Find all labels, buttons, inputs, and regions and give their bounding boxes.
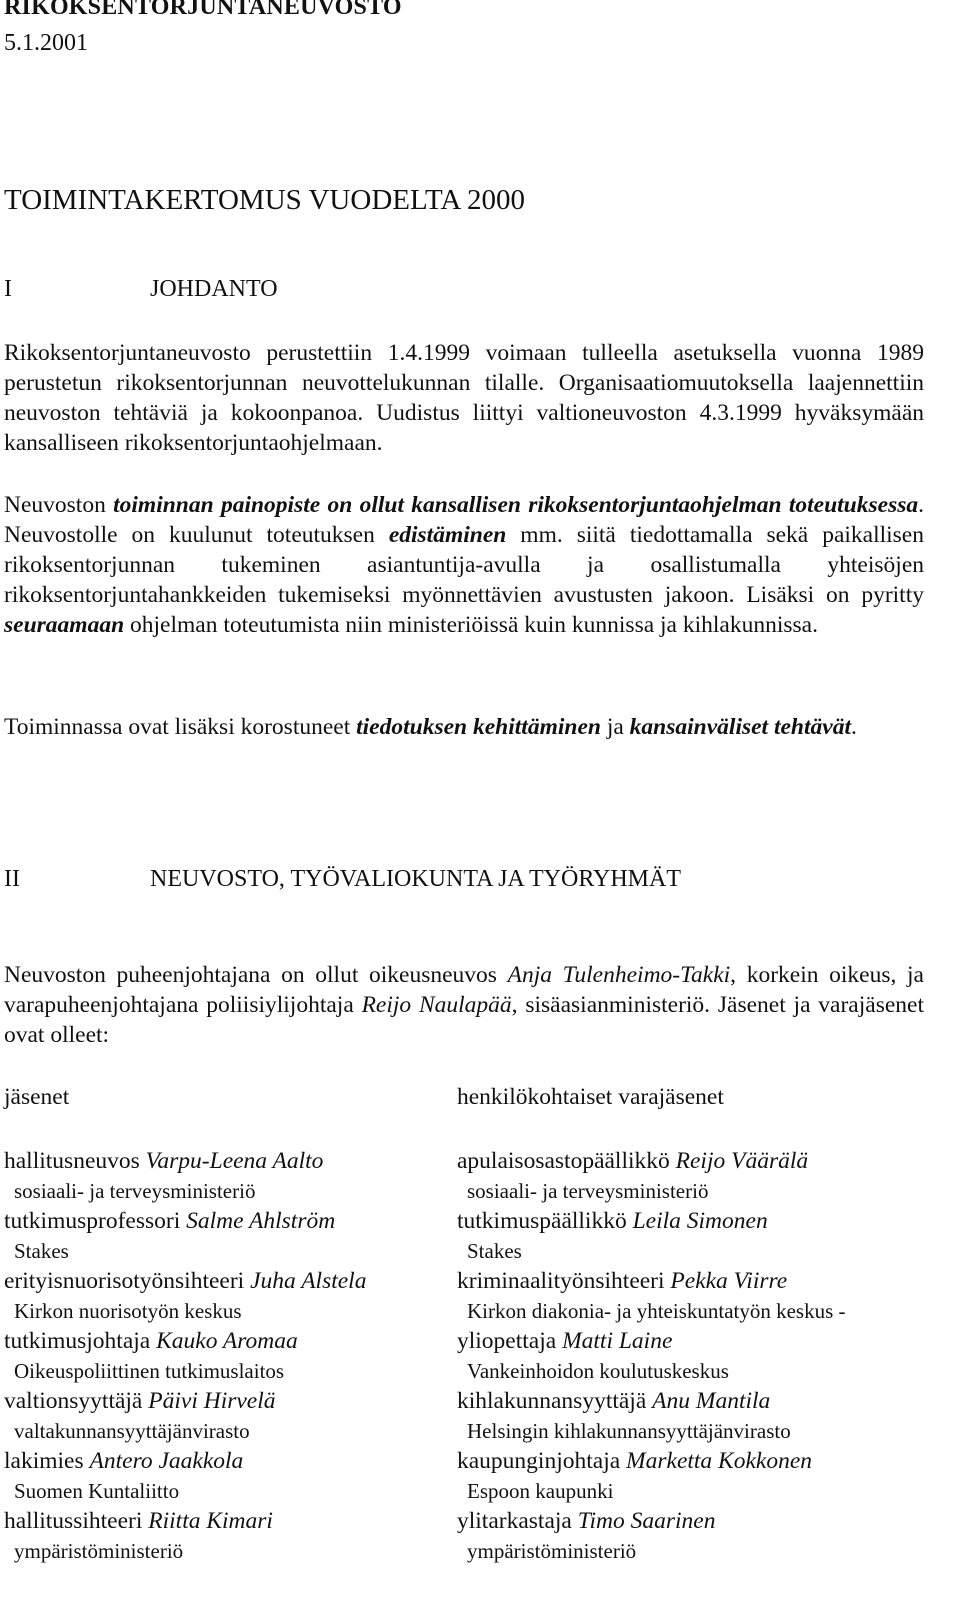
person-organization: Helsingin kihlakunnansyyttäjänvirasto (467, 1419, 791, 1443)
person-name: Timo Saarinen (577, 1508, 716, 1534)
person-title: tutkimuspäällikkö (457, 1208, 633, 1234)
person-role (457, 1505, 952, 1537)
person-title: apulaisosastopäällikkö (457, 1148, 676, 1174)
person-name: Matti Laine (562, 1328, 673, 1354)
person-name: Riitta Kimari (148, 1508, 273, 1534)
person-role (457, 1205, 952, 1237)
member-entry (4, 1445, 444, 1505)
paragraph-focus (4, 490, 924, 640)
text-run: ohjelman toteutumista niin ministeriöissä kuin kunnissa ja kihlakunnissa. (124, 612, 818, 638)
text-run: . Neuvostolle on kuulunut toteutuksen (4, 492, 924, 548)
emphasis-text: toiminnan painopiste on ollut kansallisen rikoksentorjuntaohjelman toteutuksessa (113, 492, 919, 518)
deputy-entry (457, 1385, 952, 1445)
deputy-entry (457, 1325, 952, 1385)
person-name: Anja Tulenheimo-Takki (507, 962, 731, 988)
paragraph-activities (4, 712, 924, 742)
deputy-entry (457, 1205, 952, 1265)
person-title: kihlakunnansyyttäjä (457, 1388, 653, 1414)
person-title: yliopettaja (457, 1328, 563, 1354)
member-entry (4, 1265, 444, 1325)
section-number: I (4, 276, 12, 302)
person-name: Antero Jaakkola (89, 1448, 244, 1474)
person-role (457, 1325, 952, 1357)
person-organization: Stakes (467, 1239, 522, 1263)
emphasis-text: kansainväliset tehtävät (629, 714, 851, 740)
person-organization: ympäristöministeriö (14, 1539, 184, 1563)
person-name: Varpu-Leena Aalto (145, 1148, 324, 1174)
section-title: JOHDANTO (150, 276, 278, 302)
organization-name: RIKOKSENTORJUNTANEUVOSTO (4, 0, 402, 20)
text-run: Neuvoston puheenjohtajana on ollut oikeusneuvos (4, 962, 508, 988)
deputies-list (457, 1145, 952, 1565)
person-name: Reijo Väärälä (675, 1148, 809, 1174)
person-organization: valtakunnansyyttäjänvirasto (14, 1419, 250, 1443)
person-role (4, 1265, 444, 1297)
paragraph-intro: Rikoksentorjuntaneuvosto perustettiin 1.4.1999 voimaan tulleella asetuksella vuonna 1989 perustetun rikoksentorjunnan neuvottelukunnan tilalle. Organisaatiomuutoksella laajennettiin neuvoston tehtäviä ja kokoonpanoa. Uudistus liittyi valtioneuvoston 4.3.1999 hyväksymään kansalliseen rikoksentorjuntaohjelmaan. (4, 340, 924, 456)
person-name: Marketta Kokkonen (626, 1448, 813, 1474)
text-run: mm. siitä tiedottamalla sekä paikallisen rikoksentorjunnan tukeminen asiantuntija-avulla ja osallistumalla yhteisöjen rikoksentorjuntahankkeiden tukemiseksi myönnettävien avustusten jakoon. Lisäksi on pyritty (4, 522, 924, 608)
person-name: Juha Alstela (250, 1268, 367, 1294)
emphasis-text: tiedotuksen kehittäminen (356, 714, 601, 740)
text-run: Neuvoston (4, 492, 114, 518)
deputy-entry (457, 1145, 952, 1205)
person-title: hallitusneuvos (4, 1148, 146, 1174)
person-role (457, 1145, 952, 1177)
person-title: kaupunginjohtaja (457, 1448, 627, 1474)
emphasis-text: seuraamaan (4, 612, 125, 638)
person-role (4, 1385, 444, 1417)
person-title: kriminaalityönsihteeri (457, 1268, 671, 1294)
person-role (4, 1145, 444, 1177)
person-organization: Kirkon nuorisotyön keskus (14, 1299, 242, 1323)
person-title: ylitarkastaja (457, 1508, 578, 1534)
text-run: , sisäasianministeriö. Jäsenet ja varajäsenet ovat olleet: (4, 992, 924, 1048)
member-entry (4, 1385, 444, 1445)
person-organization: Vankeinhoidon koulutuskeskus (467, 1359, 729, 1383)
text-run: . (850, 714, 857, 740)
person-role (457, 1445, 952, 1477)
person-role (457, 1385, 952, 1417)
text-run: , korkein oikeus, ja varapuheenjohtajana poliisiylijohtaja (4, 962, 924, 1018)
person-organization: Kirkon diakonia- ja yhteiskuntatyön keskus - (467, 1299, 846, 1323)
person-organization: Stakes (14, 1239, 69, 1263)
person-role (4, 1325, 444, 1357)
section-title: NEUVOSTO, TYÖVALIOKUNTA JA TYÖRYHMÄT (150, 866, 681, 892)
document-date: 5.1.2001 (4, 30, 88, 56)
deputy-entry (457, 1265, 952, 1325)
deputy-entry (457, 1505, 952, 1565)
member-entry (4, 1505, 444, 1565)
person-title: tutkimusjohtaja (4, 1328, 157, 1354)
person-organization: sosiaali- ja terveysministeriö (467, 1179, 709, 1203)
text-run: Toiminnassa ovat lisäksi korostuneet (4, 714, 357, 740)
person-title: erityisnuorisotyönsihteeri (4, 1268, 251, 1294)
member-entry (4, 1325, 444, 1385)
person-organization: Suomen Kuntaliitto (14, 1479, 180, 1503)
text-run: ja (600, 714, 630, 740)
person-organization: Oikeuspoliittinen tutkimuslaitos (14, 1359, 285, 1383)
person-name: Reijo Naulapää (361, 992, 512, 1018)
person-name: Anu Mantila (652, 1388, 771, 1414)
person-title: lakimies (4, 1448, 90, 1474)
emphasis-text: edistäminen (388, 522, 507, 548)
deputies-column-heading: henkilökohtaiset varajäsenet (457, 1084, 724, 1110)
document-title: TOIMINTAKERTOMUS VUODELTA 2000 (4, 184, 526, 216)
person-role (4, 1505, 444, 1537)
person-title: hallitussihteeri (4, 1508, 149, 1534)
person-organization: sosiaali- ja terveysministeriö (14, 1179, 256, 1203)
person-name: Leila Simonen (632, 1208, 768, 1234)
section-number: II (4, 866, 20, 892)
members-column-heading: jäsenet (4, 1084, 70, 1110)
person-role (4, 1445, 444, 1477)
person-name: Päivi Hirvelä (148, 1388, 276, 1414)
person-name: Kauko Aromaa (156, 1328, 298, 1354)
members-list (4, 1145, 444, 1565)
paragraph-chairs (4, 960, 924, 1050)
member-entry (4, 1205, 444, 1265)
person-name: Salme Ahlström (186, 1208, 336, 1234)
person-title: tutkimusprofessori (4, 1208, 187, 1234)
person-role (4, 1205, 444, 1237)
person-title: valtionsyyttäjä (4, 1388, 149, 1414)
person-organization: ympäristöministeriö (467, 1539, 637, 1563)
deputy-entry (457, 1445, 952, 1505)
person-name: Pekka Viirre (670, 1268, 788, 1294)
member-entry (4, 1145, 444, 1205)
person-organization: Espoon kaupunki (467, 1479, 614, 1503)
person-role (457, 1265, 952, 1297)
